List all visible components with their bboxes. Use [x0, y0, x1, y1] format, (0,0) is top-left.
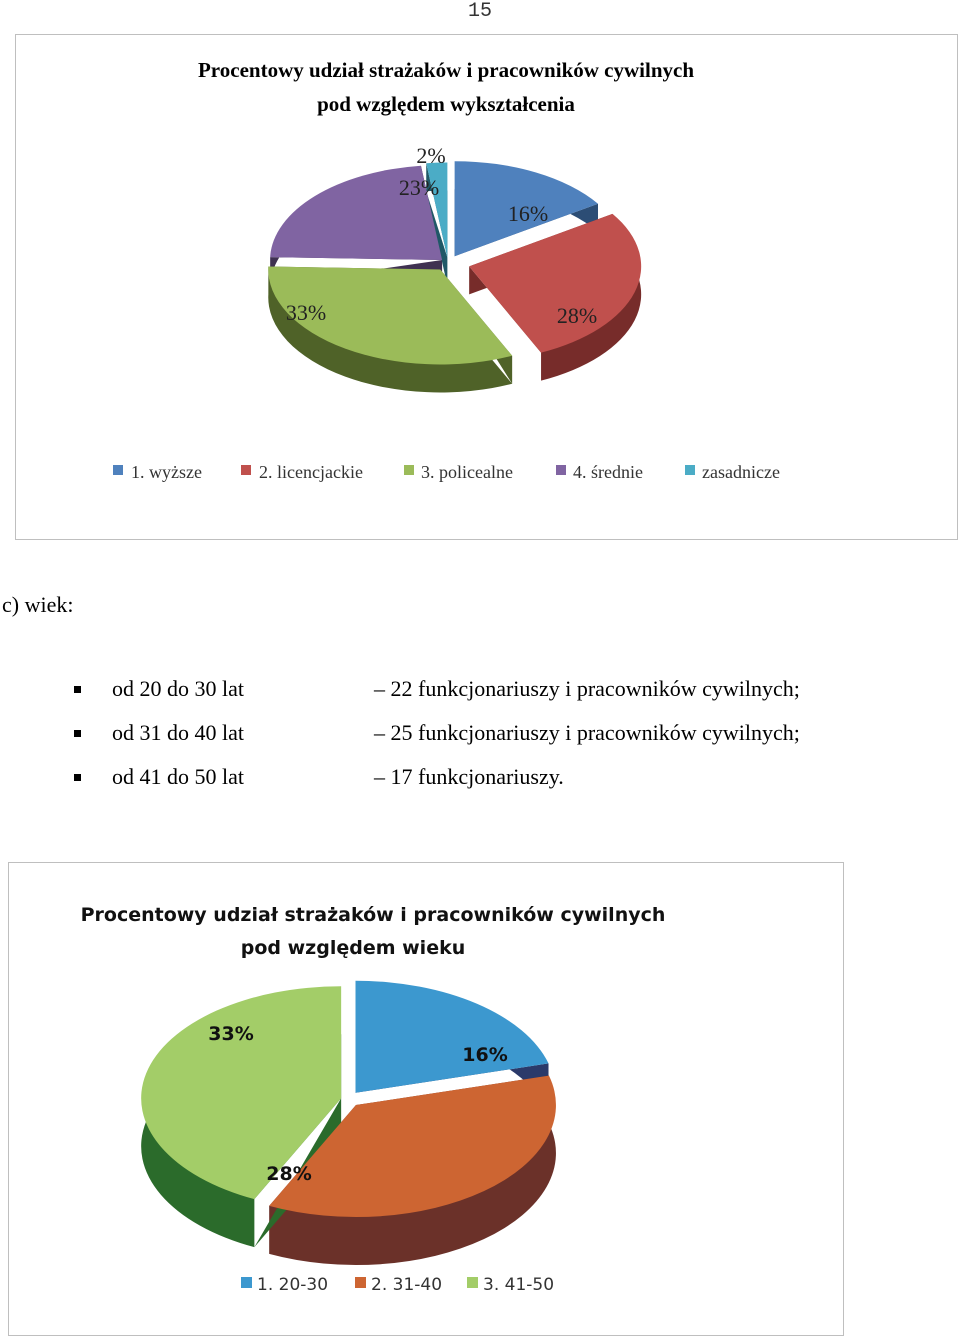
data-label-licencjackie: 28%: [556, 303, 598, 328]
list-item: [74, 676, 954, 720]
legend-label-licencjackie: 2. licencjackie: [259, 462, 363, 482]
legend-label-wyzsze: 1. wyższe: [131, 462, 202, 482]
legend-swatch-41-50: [467, 1277, 478, 1288]
data-label-wyzsze: 16%: [507, 201, 549, 226]
bullet-icon: [74, 730, 81, 737]
data-label-srednie: 23%: [398, 175, 440, 200]
education-pie-chart: [15, 34, 958, 540]
chart-subtitle: pod względem wieku: [240, 937, 466, 959]
legend-swatch-policealne: [404, 465, 414, 475]
legend-label-41-50: 3. 41-50: [483, 1275, 555, 1295]
age-description: – 22 funkcjonariuszy i pracowników cywilnych;: [374, 676, 800, 701]
legend-label-20-30: 1. 20-30: [257, 1275, 329, 1295]
section-heading: c) wiek:: [2, 592, 74, 617]
chart-title: Procentowy udział strażaków i pracowników cywilnych: [80, 904, 666, 926]
legend-swatch-20-30: [241, 1277, 252, 1288]
legend-label-zasadnicze: zasadnicze: [702, 462, 780, 482]
chart-subtitle: pod względem wykształcenia: [317, 92, 575, 116]
age-range: od 20 do 30 lat: [112, 676, 244, 701]
data-label-31-40: 28%: [266, 1163, 312, 1185]
age-description: – 17 funkcjonariuszy.: [374, 764, 564, 789]
list-item: [74, 720, 954, 764]
list-item: [74, 764, 954, 808]
legend: [113, 462, 780, 482]
bullet-icon: [74, 774, 81, 781]
age-pie-chart: [8, 862, 844, 1336]
legend-label-31-40: 2. 31-40: [371, 1275, 443, 1295]
legend-swatch-wyzsze: [113, 465, 123, 475]
bullet-icon: [74, 686, 81, 693]
legend-swatch-31-40: [355, 1277, 366, 1288]
data-label-policealne: 33%: [285, 300, 327, 325]
data-label-zasadnicze: 2%: [416, 143, 446, 168]
age-range: od 31 do 40 lat: [112, 720, 244, 745]
chart-title: Procentowy udział strażaków i pracowników cywilnych: [197, 58, 695, 82]
page-number: 15: [467, 0, 492, 23]
legend: [241, 1275, 554, 1295]
legend-swatch-licencjackie: [241, 465, 251, 475]
age-pie-svg: [9, 863, 845, 1337]
legend-label-srednie: 4. średnie: [573, 462, 643, 482]
data-label-41-50: 33%: [208, 1023, 254, 1045]
age-range: od 41 do 50 lat: [112, 764, 244, 789]
education-pie-svg: [16, 35, 959, 541]
data-label-20-30: 16%: [462, 1044, 508, 1066]
legend-label-policealne: 3. policealne: [421, 462, 513, 482]
age-description: – 25 funkcjonariuszy i pracowników cywilnych;: [374, 720, 800, 745]
pie-tops: [268, 161, 641, 364]
legend-swatch-zasadnicze: [685, 465, 695, 475]
legend-swatch-srednie: [556, 465, 566, 475]
age-list: [74, 676, 954, 808]
